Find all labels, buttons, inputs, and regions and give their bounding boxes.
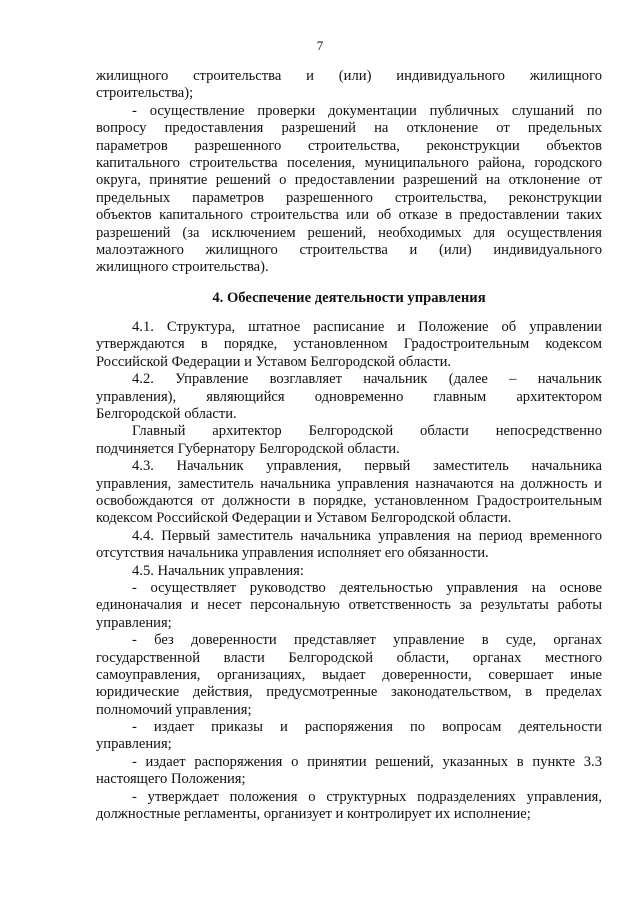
page-number: 7 bbox=[316, 38, 324, 53]
text-after-heading bbox=[96, 319, 602, 823]
text-line: - осуществляет руководство деятельностью управления на основе bbox=[132, 579, 602, 596]
text-line: - без доверенности представляет управление в суде, органах bbox=[132, 632, 602, 649]
text-line: управления; bbox=[96, 614, 172, 631]
text-line: подчиняется Губернатору Белгородской области. bbox=[96, 440, 400, 457]
text-before-heading bbox=[96, 68, 602, 277]
text-line: 4.4. Первый заместитель начальника управления на период временного bbox=[132, 527, 602, 544]
text-line: 4.5. Начальник управления: bbox=[132, 562, 304, 579]
text-line: вопросу предоставления разрешений на отклонение от предельных bbox=[96, 120, 602, 137]
text-line: полномочий управления; bbox=[96, 701, 252, 718]
paragraph bbox=[96, 423, 602, 458]
paragraph bbox=[96, 103, 602, 277]
text-line: жилищного строительства). bbox=[96, 259, 269, 276]
paragraph bbox=[96, 528, 602, 563]
text-line: Российской Федерации и Уставом Белгородской области. bbox=[96, 353, 452, 370]
paragraph bbox=[96, 371, 602, 423]
text-line: разрешений (за исключением решений, необходимых для осуществления bbox=[96, 224, 602, 241]
paragraph bbox=[96, 580, 602, 632]
text-line: 4.3. Начальник управления, первый заместитель начальника bbox=[132, 458, 602, 475]
text-line: малоэтажного жилищного строительства и (или) индивидуального bbox=[96, 241, 602, 258]
text-line: - утверждает положения о структурных подразделениях управления, bbox=[132, 788, 602, 805]
text-line: юридические действия, предусмотренные законодательством, в пределах bbox=[96, 684, 602, 701]
text-line: - осуществление проверки документации публичных слушаний по bbox=[132, 102, 602, 119]
text-line: настоящего Положения; bbox=[96, 771, 246, 788]
text-line: 4.2. Управление возглавляет начальник (далее – начальник bbox=[132, 371, 602, 388]
text-line: 4.1. Структура, штатное расписание и Положение об управлении bbox=[132, 319, 602, 336]
text-line: отсутствия начальника управления исполняет его обязанности. bbox=[96, 545, 489, 562]
text-line: управления, заместитель начальника управления назначаются на должность и bbox=[96, 475, 602, 492]
text-line: - издает распоряжения о принятии решений, указанных в пункте 3.3 bbox=[132, 753, 602, 770]
document-body bbox=[96, 68, 602, 823]
text-line: строительства); bbox=[96, 85, 194, 102]
text-line: управления; bbox=[96, 736, 172, 753]
paragraph bbox=[96, 719, 602, 754]
text-line: кодексом Российской Федерации и Уставом Белгородской области. bbox=[96, 510, 512, 527]
text-line: Белгородской области. bbox=[96, 406, 237, 423]
text-line: предельных параметров разрешенного строительства, реконструкции bbox=[96, 189, 602, 206]
paragraph bbox=[96, 632, 602, 719]
section-heading: 4. Обеспечение деятельности управления bbox=[212, 289, 486, 306]
text-line: объектов капитального строительства или об отказе в предоставлении таких bbox=[96, 207, 602, 224]
text-line: управления), являющийся одновременно главным архитектором bbox=[96, 388, 602, 405]
paragraph bbox=[96, 458, 602, 528]
text-line: - издает приказы и распоряжения по вопросам деятельности bbox=[132, 719, 602, 736]
paragraph bbox=[96, 563, 602, 580]
text-line: освобождаются от должности в порядке, установленном Градостроительным bbox=[96, 492, 602, 509]
text-line: параметров разрешенного строительства, реконструкции объектов bbox=[96, 137, 602, 154]
text-line: жилищного строительства и (или) индивидуального жилищного bbox=[96, 68, 602, 84]
text-line: капитального строительства поселения, муниципального района, городского bbox=[96, 154, 602, 171]
text-line: единоначалия и несет персональную ответственность за результаты работы bbox=[96, 597, 602, 614]
text-line: округа, принятие решений о предоставлении разрешений на отклонение от bbox=[96, 172, 602, 189]
paragraph bbox=[96, 754, 602, 789]
paragraph bbox=[96, 319, 602, 371]
paragraph bbox=[96, 68, 602, 103]
text-line: должностные регламенты, организует и контролирует их исполнение; bbox=[96, 806, 531, 823]
text-line: самоуправления, организациях, выдает доверенности, совершает иные bbox=[96, 666, 602, 683]
text-line: утверждаются в порядке, установленном Градостроительным кодексом bbox=[96, 336, 602, 353]
text-line: государственной власти Белгородской области, органах местного bbox=[96, 649, 602, 666]
text-line: Главный архитектор Белгородской области непосредственно bbox=[132, 423, 602, 440]
paragraph bbox=[96, 789, 602, 824]
